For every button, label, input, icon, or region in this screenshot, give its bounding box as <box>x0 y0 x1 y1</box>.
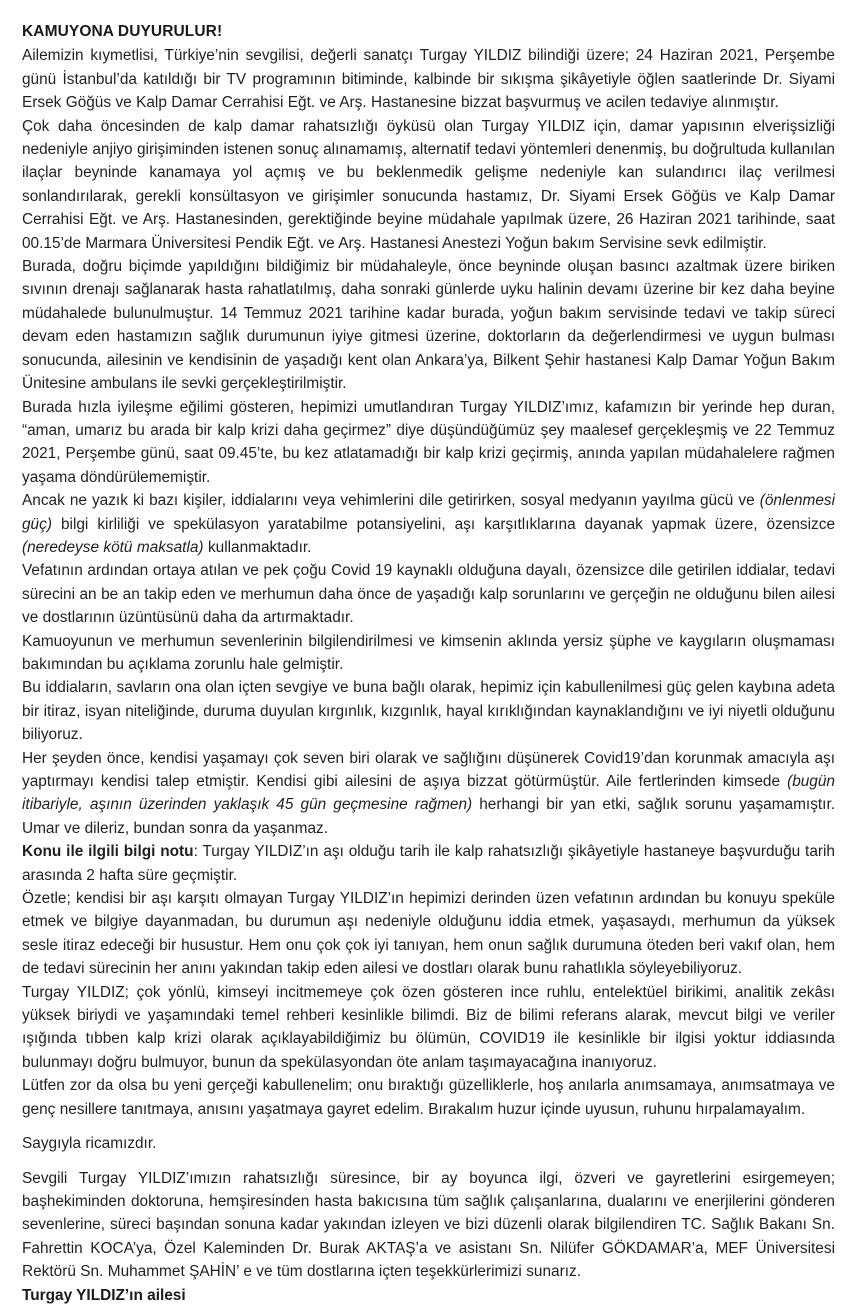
paragraph-15-thanks: Sevgili Turgay YILDIZ’ımızın rahatsızlığı süresince, bir ay boyunca ilgi, özveri ve gayretlerini esirgemeyen; başhekiminden doktoruna, hemşiresinden hasta bakıcısına tüm sağlık çalışanlarına, dualarını ve enerjilerini gönderen sevenlerine, süreci başından sonuna kadar yakından izleyen ve bizi düzenli olarak bilgilendiren TC. Sağlık Bakanı Sn. Fahrettin KOCA’ya, Özel Kaleminden Dr. Burak AKTAŞ’a ve asistanı Sn. Nilüfer GÖKDAMAR’a, MEF Üniversitesi Rektörü Sn. Muhammet ŞAHİN’ e ve tüm dostlarına içten teşekkürlerimizi sunarız. <box>22 1169 835 1281</box>
paragraph-13: Lütfen zor da olsa bu yeni gerçeği kabullenelim; onu bıraktığı güzelliklerle, hoş anılarla anımsamaya, anımsatmaya ve genç nesillere tanıtmaya, anısını yaşatmaya gayret edelim. Bırakalım huzur içinde uyusun, ruhunu hırpalamayalım. <box>22 1077 835 1118</box>
paragraph-5-seg-2-italic: (önlenmesi güç) <box>22 492 835 533</box>
signature: Turgay YILDIZ’ın ailesi <box>22 1286 186 1304</box>
paragraph-5-seg-1: Ancak ne yazık ki bazı kişiler, iddialarını veya vehimlerini dile getirirken, sosyal medyanın yayılma gücü ve <box>22 492 760 510</box>
paragraph-6: Vefatının ardından ortaya atılan ve pek çoğu Covid 19 kaynaklı olduğuna dayalı, özensizce dile getirilen iddialar, tedavi sürecini an be an takip eden ve merhumun daha önce de yaşadığı kalp sorunlarını ve gerçeğin ne olduğunu bilen ailesi ve dostlarının üzüntüsünü daha da artırmaktadır. <box>22 562 835 627</box>
paragraph-3: Burada, doğru biçimde yapıldığını bildiğimiz bir müdahaleyle, önce beyninde oluşan basıncı azaltmak üzere biriken sıvının drenajı sağlanarak hasta rahatlatılmış, daha sonraki günlerde uyku halinin devamı üzerine bir kez daha beyine müdahalede bulunulmuştur. 14 Temmuz 2021 tarihine kadar burada, yoğun bakım servisinde tedavi ve takip süreci devam eden hastamızın sağlık durumunun iyiye gitmesi üzerine, doktorların da değerlendirmesi ve uygun bulması sonucunda, ailesinin ve kendisinin de yaşadığı kent olan Ankara’ya, Bilkent Şehir hastanesi Kalp Damar Yoğun Bakım Ünitesine ambulans ile sevki gerçekleştirilmiştir. <box>22 258 835 393</box>
info-note-label: Konu ile ilgili bilgi notu <box>22 843 194 861</box>
paragraph-5-seg-3: bilgi kirliliği ve spekülasyon yaratabilme potansiyelini, aşı karşıtlıklarına dayanak yapmak üzere, özensizce <box>51 515 835 533</box>
paragraph-5-seg-5: kullanmaktadır. <box>203 538 312 556</box>
paragraph-5 <box>22 489 835 559</box>
paragraph-11: Özetle; kendisi bir aşı karşıtı olmayan Turgay YILDIZ’ın hepimizi derinden üzen vefatının ardından bu konuyu speküle etmek ve bilgiye dayanmadan, bu durumun aşı nedeniyle olduğunu iddia etmek, yaşasaydı, merhumun da yüksek sesle itiraz edeceği bir husustur. Hem onu çok çok iyi tanıyan, hem onun sağlık durumuna öteden beri vakıf olan, hem de tedavi sürecinin her anını yakından takip eden ailesi ve dostları olarak bunu rahatlıkla söyleyebiliyoruz. <box>22 890 835 978</box>
paragraph-10-info-note <box>22 840 835 887</box>
paragraph-9-seg-2-italic: (bugün itibariyle, aşının üzerinden yaklaşık 45 gün geçmesine rağmen) <box>22 773 835 814</box>
paragraph-12: Turgay YILDIZ; çok yönlü, kimseyi incitmemeye çok özen gösteren ince ruhlu, entelektüel birikimi, analitik zekâsı yüksek biriydi ve yaşamındaki temel rehberi kesinlikle bilimdi. Biz de bilimi referans alarak, mevcut bilgi ve veriler ışığında tıbben kalp krizi olarak açıklayabildiğimiz bu ölümün, COVID19 ile kesinlikle bir ilgisi yoktur iddiasında bulunmayı doğru bulmuyor, bunun da spekülasyondan öte anlam taşımayacağına inanıyoruz. <box>22 983 835 1071</box>
paragraph-9-seg-3: herhangi bir yan etki, sağlık sorunu yaşamamıştır. Umar ve dileriz, bundan sonra da yaşanmaz. <box>22 796 835 837</box>
paragraph-4: Burada hızla iyileşme eğilimi gösteren, hepimizi umutlandıran Turgay YILDIZ’ımız, kafamızın bir yerinde hep duran, “aman, umarız bu arada bir kalp krizi daha geçirmez” diye düşündüğümüz şey maalesef gerçekleşmiş ve 22 Temmuz 2021, Perşembe günü, saat 09.45’te, bu kez atlatamadığı bir kalp krizi geçirmiş, anında yapılan müdahalelere rağmen yaşama döndürülememiştir. <box>22 398 835 486</box>
info-note-body: : Turgay YILDIZ’ın aşı olduğu tarih ile kalp rahatsızlığı şikâyetiyle hastaneye başvurduğu tarih arasında 2 hafta süre geçmiştir. <box>22 843 835 884</box>
paragraph-1: Ailemizin kıymetlisi, Türkiye’nin sevgilisi, değerli sanatçı Turgay YILDIZ bilindiği üzere; 24 Haziran 2021, Perşembe günü İstanbul’da katıldığı bir TV programının bitiminde, kalbinde bir sıkışma şikâyetiyle öğlen saatlerinde Dr. Siyami Ersek Göğüs ve Kalp Damar Cerrahisi Eğt. ve Arş. Hastanesine bizzat başvurmuş ve acilen tedaviye alınmıştır. <box>22 47 835 112</box>
paragraph-5-seg-4-italic: (neredeyse kötü maksatla) <box>22 538 204 556</box>
page-title: KAMUYONA DUYURULUR! <box>22 23 223 40</box>
paragraph-14-closing: Saygıyla ricamızdır. <box>22 1135 157 1153</box>
paragraph-9 <box>22 747 835 841</box>
paragraph-2: Çok daha öncesinden de kalp damar rahatsızlığı öyküsü olan Turgay YILDIZ için, damar yapısının elverişsizliği nedeniyle anjiyo girişiminden istenen sonuç alınamamış, alternatif tedavi yöntemleri denenmiş, bu doğrultuda kullanılan ilaçlar beyninde kanamaya yol açmış ve bu beklenmedik gelişme nedeniyle kan sulandırıcı ilaç verilmesi sonlandırılarak, gerekli konsültasyon ve girişimler sonucunda hastamız, Dr. Siyami Ersek Göğüs ve Kalp Damar Cerrahisi Eğt. ve Arş. Hastanesinden, gerektiğinde beyine müdahale yapılmak üzere, 26 Haziran 2021 tarihinde, saat 00.15’de Marmara Üniversitesi Pendik Eğt. ve Arş. Hastanesi Anestezi Yoğun bakım Servisine sevk edilmiştir. <box>22 117 835 252</box>
paragraph-7: Kamuoyunun ve merhumun sevenlerinin bilgilendirilmesi ve kimsenin aklında yersiz şüphe ve kaygıların oluşmaması bakımından bu açıklama zorunlu hale gelmiştir. <box>22 632 835 673</box>
paragraph-8: Bu iddiaların, savların ona olan içten sevgiye ve buna bağlı olarak, hepimiz için kabullenilmesi güç gelen kaybına adeta bir itiraz, isyan niteliğinde, duruma duyulan kırgınlık, kızgınlık, hayal kırıklığından kaynaklandığını ve iyi niyetli olduğunu biliyoruz. <box>22 679 835 744</box>
paragraph-9-seg-1: Her şeyden önce, kendisi yaşamayı çok seven biri olarak ve sağlığını düşünerek Covid19’dan korunmak amacıyla aşı yaptırmayı kendisi talep etmiştir. Kendisi gibi ailesini de aşıya bizzat götürmüştür. Aile fertlerinden kimsede <box>22 749 835 790</box>
